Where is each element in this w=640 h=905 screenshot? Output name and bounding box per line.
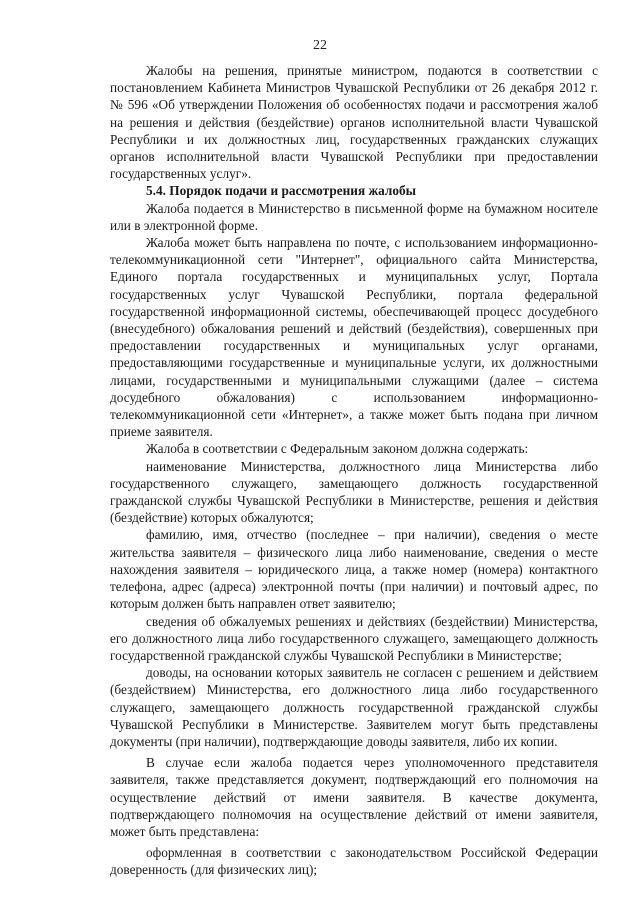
paragraph: Жалоба подается в Министерство в письменной форме на бумажном носителе или в электронной форме. [110, 200, 598, 233]
page-number: 22 [313, 38, 327, 53]
section-heading: 5.4. Порядок подачи и рассмотрения жалобы [146, 183, 417, 199]
paragraph: Жалоба может быть направлена по почте, с использованием информационно-телекоммуникационной сети "Интернет", официального сайта Министерства, Единого портала государственных и муниципальных услуг, Портала государственных услуг Чувашской Республики, портала федеральной государственной информационной системы, обеспечивающей процесс досудебного (внесудебного) обжалования решений и действий (бездействия), совершенных при предоставлении государственных и муниципальных услуг органами, предоставляющими государственные и муниципальные услуги, их должностными лицами, государственными и муниципальными служащими (далее – система досудебного обжалования) с использованием информационно-телекоммуникационной сети «Интернет», а также может быть подана при личном приеме заявителя. [110, 235, 598, 440]
paragraph: В случае если жалоба подается через уполномоченного представителя заявителя, также представляется документ, подтверждающий его полномочия на осуществление действий от имени заявителя. В качестве документа, подтверждающего полномочия на осуществление действий от имени заявителя, может быть представлена: [110, 755, 598, 839]
paragraph: сведения об обжалуемых решениях и действиях (бездействии) Министерства, его должностного лица либо государственного служащего, замещающего должность государственной гражданской службы Чувашской Республики в Министерстве; [110, 613, 598, 663]
paragraph: доводы, на основании которых заявитель не согласен с решением и действием (бездействием) Министерства, его должностного лица либо государственного служащего, замещающего должность государственной гражданской службы Чувашской Республики в Министерстве. Заявителем могут быть представлены документы (при наличии), подтверждающие доводы заявителя, либо их копии. [110, 665, 598, 749]
paragraph: Жалоба в соответствии с Федеральным законом должна содержать: [146, 441, 529, 457]
document-body [110, 62, 598, 879]
paragraph: оформленная в соответствии с законодательством Российской Федерации доверенность (для физических лиц); [110, 845, 598, 878]
paragraph-appeal-ministers: Жалобы на решения, принятые министром, подаются в соответствии с постановлением Кабинета Министров Чувашской Республики от 26 декабря 2012 г. № 596 «Об утверждении Положения об особенностях подачи и рассмотрения жалоб на решения и действия (бездействие) органов исполнительной власти Чувашской Республики и их должностных лиц, государственных гражданских служащих органов исполнительной власти Чувашской Республики при предоставлении государственных услуг». [110, 63, 598, 182]
paragraph: наименование Министерства, должностного лица Министерства либо государственного служащего, замещающего должность государственной гражданской службы Чувашской Республики в Министерстве, решения и действия (бездействие) которых обжалуются; [110, 458, 598, 526]
paragraph: фамилию, имя, отчество (последнее – при наличии), сведения о месте жительства заявителя – физического лица либо наименование, сведения о месте нахождения заявителя – юридического лица, а также номер (номера) контактного телефона, адрес (адреса) электронной почты (при наличии) и почтовый адрес, по которым должен быть направлен ответ заявителю; [110, 527, 598, 612]
